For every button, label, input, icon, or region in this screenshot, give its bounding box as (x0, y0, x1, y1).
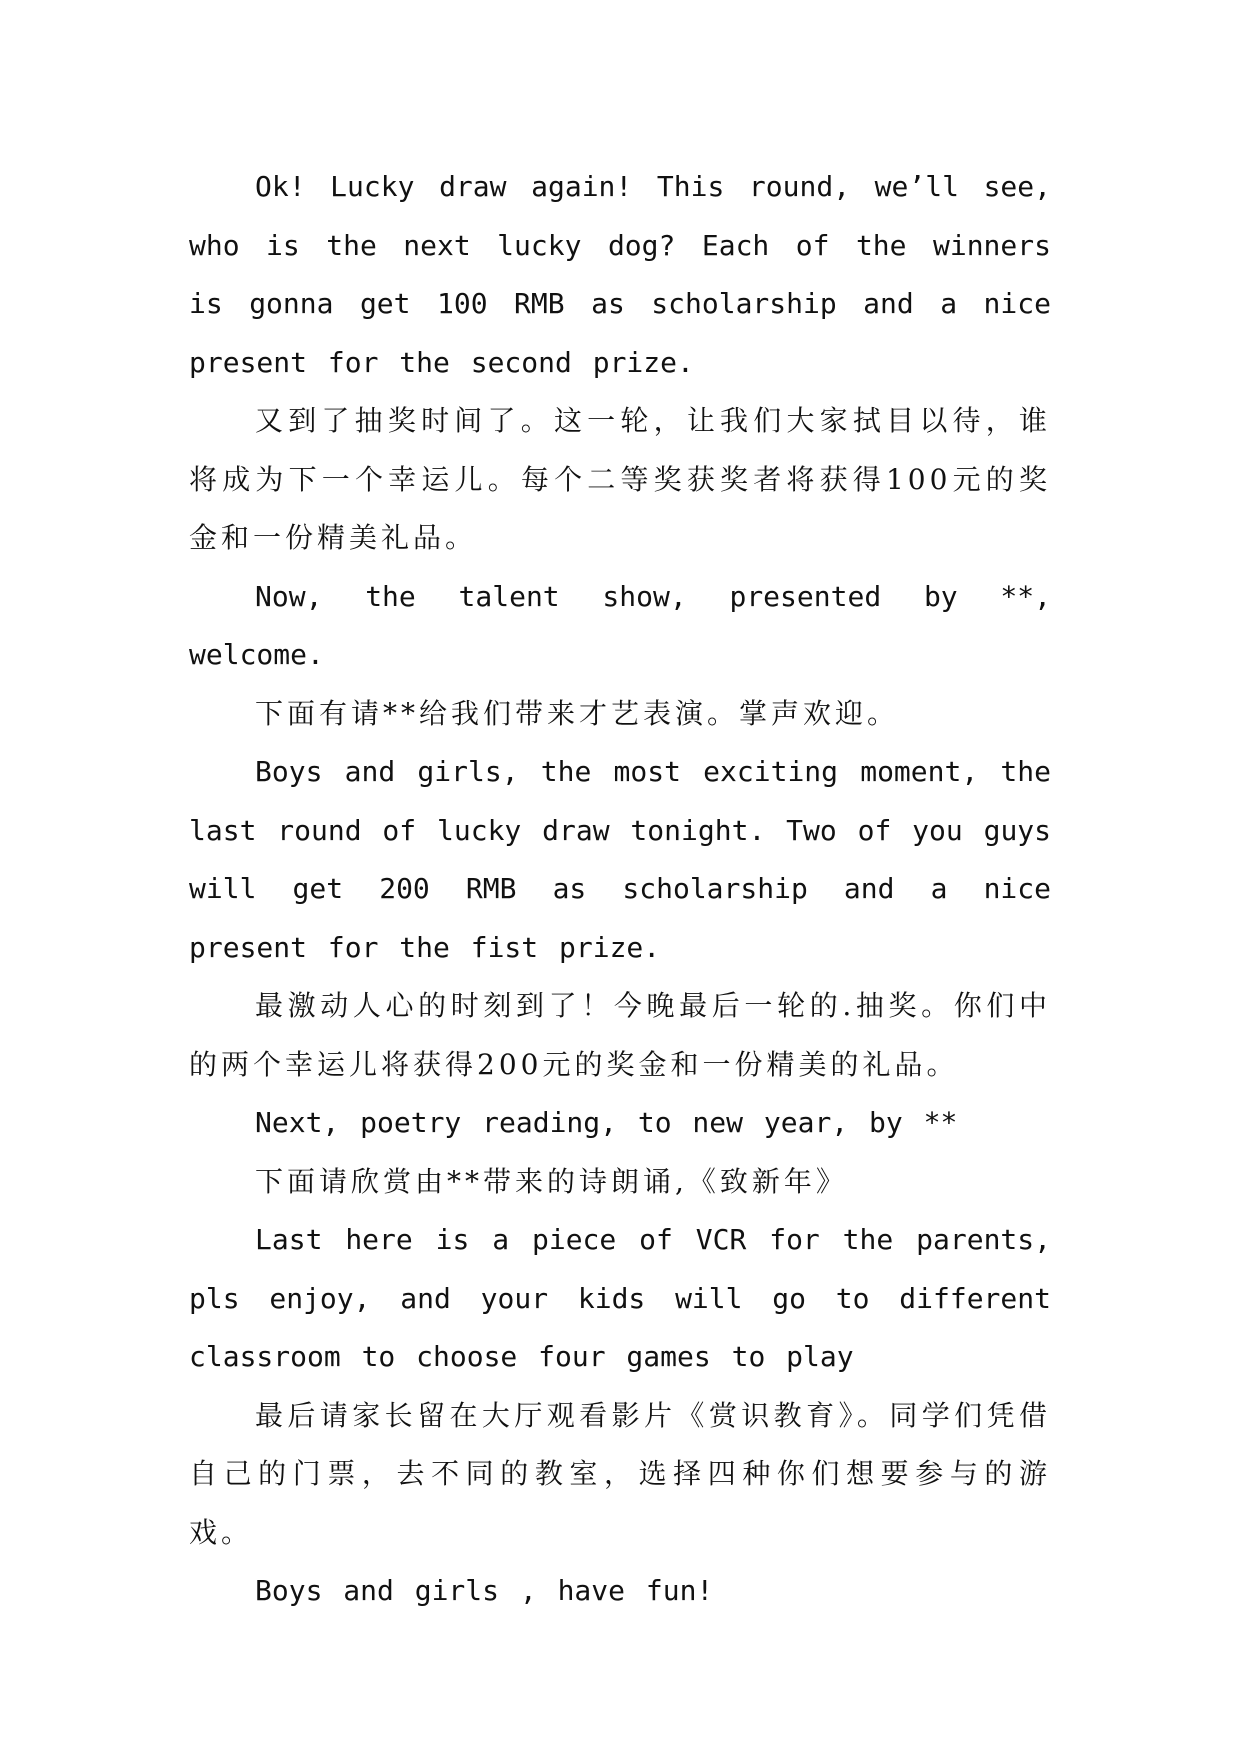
paragraph-final-draw-en: Boys and girls, the most exciting moment, the last round of lucky draw tonight. Two of you guys will get 200 RMB as scholarship and a nice present for the fist prize. (189, 755, 1052, 964)
paragraph-talent-show-zh: 下面有请**给我们带来才艺表演。掌声欢迎。 (255, 696, 900, 730)
paragraph-have-fun-en: Boys and girls , have fun! (255, 1574, 714, 1607)
document-body (189, 158, 1051, 1621)
paragraph-final-draw-zh: 最激动人心的时刻到了！今晚最后一轮的.抽奖。你们中的两个幸运儿将获得200元的奖金和一份精美的礼品。 (189, 989, 1051, 1081)
paragraph-lucky-draw-en: Ok! Lucky draw again! This round, we’ll see, who is the next lucky dog? Each of the winners is gonna get 100 RMB as scholarship and a nice present for the second prize. (189, 170, 1051, 379)
paragraph-lucky-draw-zh: 又到了抽奖时间了。这一轮，让我们大家拭目以待，谁将成为下一个幸运儿。每个二等奖获奖者将获得100元的奖金和一份精美礼品。 (189, 404, 1051, 554)
paragraph-vcr-zh: 最后请家长留在大厅观看影片《赏识教育》。同学们凭借自己的门票，去不同的教室，选择四种你们想要参与的游戏。 (189, 1398, 1051, 1549)
paragraph-vcr-en: Last here is a piece of VCR for the parents, pls enjoy, and your kids will go to different classroom to choose four games to play (189, 1223, 1051, 1373)
paragraph-poetry-zh: 下面请欣赏由**带来的诗朗诵,《致新年》 (255, 1164, 848, 1198)
paragraph-poetry-en: Next, poetry reading, to new year, by ** (255, 1106, 958, 1139)
paragraph-talent-show-en: Now, the talent show, presented by **, welcome. (189, 579, 1051, 671)
